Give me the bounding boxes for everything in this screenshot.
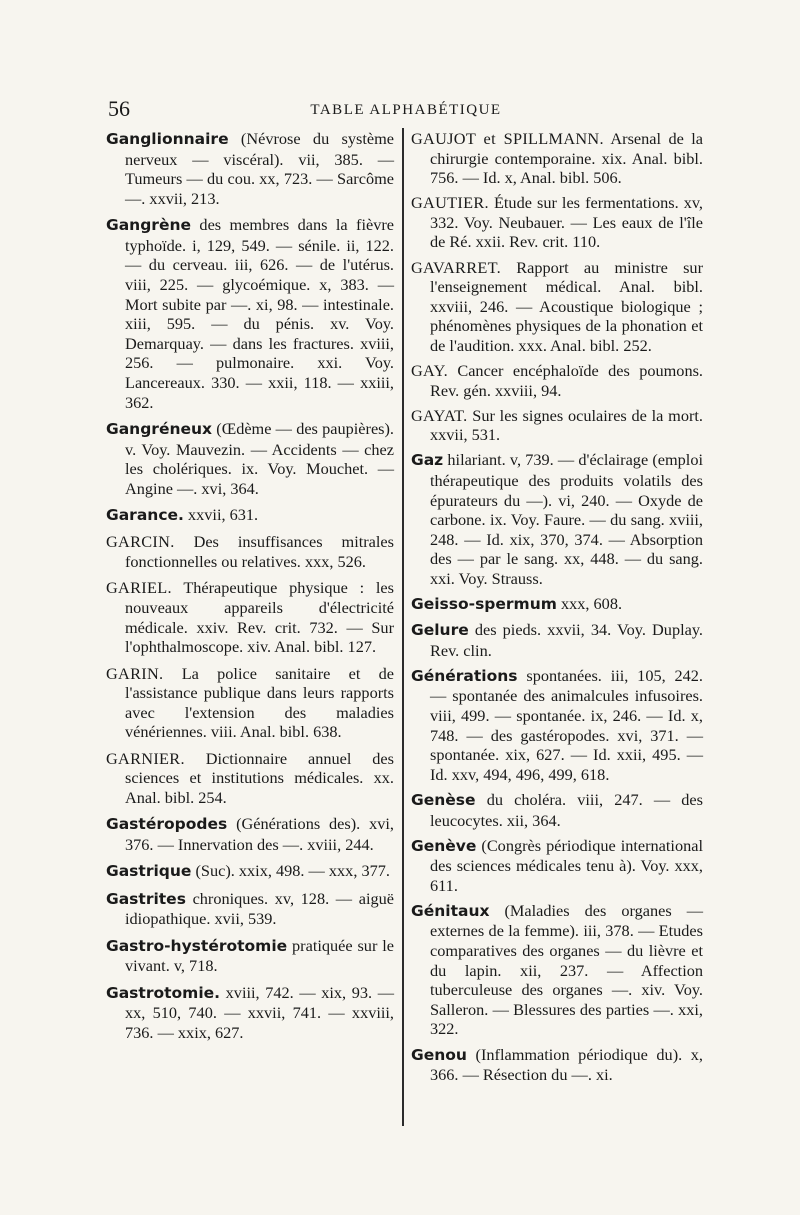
- left-column: [106, 129, 394, 1049]
- entry-text: (Suc). xxix, 498. — xxx, 377.: [191, 861, 390, 881]
- index-entry: [411, 790, 703, 830]
- entry-heading: Gastrique: [106, 862, 192, 881]
- entry-text: (Inflammation périodique du). x, 366. — Résection du —. xi.: [430, 1044, 703, 1085]
- index-entry: [106, 814, 394, 854]
- index-entry: [411, 406, 703, 445]
- entry-text: (Névrose du système nerveux — viscéral). vii, 385. — Tumeurs — du cou. xx, 723. — Sarcôme —. xxvii, 213.: [125, 129, 394, 208]
- entry-text: (Maladies des organes — externes de la femme). iii, 378. — Etudes comparatives des organes — du lièvre et du lapin. xii, 237. — Affection tuberculeuse des organes —. xiv. Voy. Salleron. — Blessures des parties —. xxi, 322.: [430, 900, 703, 1039]
- entry-text: Arsenal de la chirurgie contemporaine. xix. Anal. bibl. 756. — Id. x, Anal. bibl. 506.: [430, 129, 704, 188]
- index-entry: [106, 664, 394, 742]
- entry-heading: Genève: [411, 836, 477, 855]
- entry-heading: Ganglionnaire: [106, 130, 229, 148]
- entry-text: des membres dans la fièvre typhoïde. i, 129, 549. — sénile. ii, 122. — du cerveau. iii, 626. — de l'utérus. viii, 225. — glycoémique. x, 383. — Mort subite par —. xi, 98. — intestinale. xiii, 595. — du pénis. xv. Voy. Demarquay. — dans les fractures. xviii, 256. — pulmonaire. xxi. Voy. Lancereaux. 330. — xxii, 118. — xxiii, 362.: [125, 215, 394, 412]
- entry-heading: Gaz: [411, 451, 444, 470]
- entry-heading: Gangréneux: [106, 419, 213, 438]
- page-number: 56: [108, 96, 130, 121]
- entry-heading: GAUJOT et SPILLMANN.: [411, 129, 604, 148]
- entry-text: Rapport au ministre sur l'enseignement médical. Anal. bibl. xxviii, 246. — Acoustique biologique ; phénomènes physiques de la phonation et de l'audition. xxx. Anal. bibl. 252.: [430, 257, 703, 355]
- entry-text: xviii, 742. — xix, 93. — xx, 510, 740. — xxvii, 741. — xxviii, 736. — xxix, 627.: [125, 982, 394, 1042]
- entry-heading: Geisso-spermum: [411, 595, 557, 614]
- index-entry: [411, 901, 703, 1039]
- index-entry: [411, 594, 703, 615]
- index-entry: [106, 505, 394, 526]
- index-entry: [411, 129, 703, 188]
- entry-text: Des insuffisances mitrales fonctionnelles ou relatives. xxx, 526.: [125, 532, 394, 572]
- entry-text: chroniques. xv, 128. — aiguë idiopathique. xvii, 539.: [125, 888, 394, 929]
- entry-heading: Gastrotomie.: [106, 983, 221, 1002]
- entry-text: (Œdème — des paupières). v. Voy. Mauvezin. — Accidents — chez les cholériques. ix. Voy. Mouchet. — Angine —. xvi, 364.: [125, 418, 394, 498]
- entry-text: Sur les signes oculaires de la mort. xxvii, 531.: [430, 405, 703, 445]
- entry-text: xxx, 608.: [556, 594, 623, 614]
- right-column: [411, 129, 703, 1090]
- entry-heading: Gangrène: [106, 216, 192, 235]
- entry-text: Cancer encéphaloïde des poumons. Rev. gén. xxviii, 94.: [430, 361, 703, 400]
- entry-text: Thérapeutique physique : les nouveaux appareils d'électricité médicale. xxiv. Rev. crit. 732. — Sur l'ophthalmoscope. xiv. Anal. bibl. 127.: [125, 578, 394, 657]
- column-divider: [402, 128, 404, 1126]
- index-entry: [411, 1045, 703, 1085]
- entry-text: spontanées. iii, 105, 242. — spontanée des animalcules infusoires. viii, 499. — spontanée. ix, 246. — Id. x, 748. — des gastéropodes. xvi, 371. — spontanée. xix, 627. — Id. xxii, 495. — Id. xxv, 494, 496, 499, 618.: [430, 665, 703, 784]
- index-entry: [106, 983, 394, 1043]
- index-entry: [411, 666, 703, 785]
- entry-heading: Gelure: [411, 621, 469, 640]
- index-entry: [411, 450, 703, 588]
- entry-heading: GAUTIER.: [411, 193, 489, 213]
- index-entry: [106, 215, 394, 412]
- entry-heading: GAVARRET.: [411, 257, 502, 277]
- entry-text: hilariant. v, 739. — d'éclairage (emploi thérapeutique des produits volatils des épurateurs du —). vi, 240. — Oxyde de carbone. ix. Voy. Faure. — du sang. xviii, 248. — Id. xix, 370, 374. — Absorption des — par le sang. xx, 448. — du sang. xxi. Voy. Strauss.: [430, 450, 703, 588]
- index-entry: [106, 936, 394, 976]
- running-title: TABLE ALPHABÉTIQUE: [310, 102, 502, 118]
- entry-heading: Genou: [411, 1045, 467, 1064]
- index-entry: [411, 836, 703, 896]
- entry-heading: GARIN.: [106, 663, 164, 683]
- entry-heading: Génitaux: [411, 901, 490, 920]
- index-entry: [106, 532, 394, 571]
- entry-text: Étude sur les fermentations. xv, 332. Voy. Neubauer. — Les eaux de l'île de Ré. xxii. Rev. crit. 110.: [430, 193, 703, 252]
- index-entry: [411, 361, 703, 400]
- entry-text: Dictionnaire annuel des sciences et institutions médicales. xx. Anal. bibl. 254.: [125, 748, 394, 807]
- entry-heading: Garance.: [106, 506, 184, 525]
- entry-text: La police sanitaire et de l'assistance publique dans leurs rapports avec l'extension des maladies vénériennes. viii. Anal. bibl. 638.: [125, 663, 394, 742]
- entry-heading: GARNIER.: [106, 748, 185, 768]
- entry-heading: GARCIN.: [106, 532, 175, 552]
- entry-heading: GARIEL.: [106, 578, 172, 598]
- entry-text: (Congrès périodique international des sciences médicales tenu à). Voy. xxx, 611.: [430, 835, 703, 895]
- index-entry: [411, 193, 703, 252]
- index-entry: [411, 258, 703, 356]
- index-entry: [106, 419, 394, 498]
- index-entry: [411, 620, 703, 660]
- entry-text: xxvii, 631.: [183, 505, 259, 525]
- page-header: [106, 96, 706, 126]
- entry-text: pratiquée sur le vivant. v, 718.: [125, 935, 394, 976]
- index-entry: [106, 861, 394, 882]
- entry-heading: Genèse: [411, 790, 476, 809]
- entry-heading: GAYAT.: [411, 405, 468, 425]
- entry-heading: Gastro-hystérotomie: [106, 936, 288, 955]
- entry-heading: Gastrites: [106, 889, 186, 908]
- index-entry: [106, 578, 394, 656]
- index-entry: [106, 889, 394, 929]
- entry-text: des pieds. xxvii, 34. Voy. Duplay. Rev. clin.: [430, 620, 703, 660]
- index-entry: [106, 129, 394, 208]
- index-entry: [106, 749, 394, 808]
- entry-heading: Gastéropodes: [106, 815, 228, 834]
- entry-text: (Générations des). xvi, 376. — Innervation des —. xviii, 244.: [125, 814, 394, 854]
- entry-text: du choléra. viii, 247. — des leucocytes. xii, 364.: [430, 789, 703, 830]
- entry-heading: GAY.: [411, 361, 448, 381]
- entry-heading: Générations: [411, 666, 518, 685]
